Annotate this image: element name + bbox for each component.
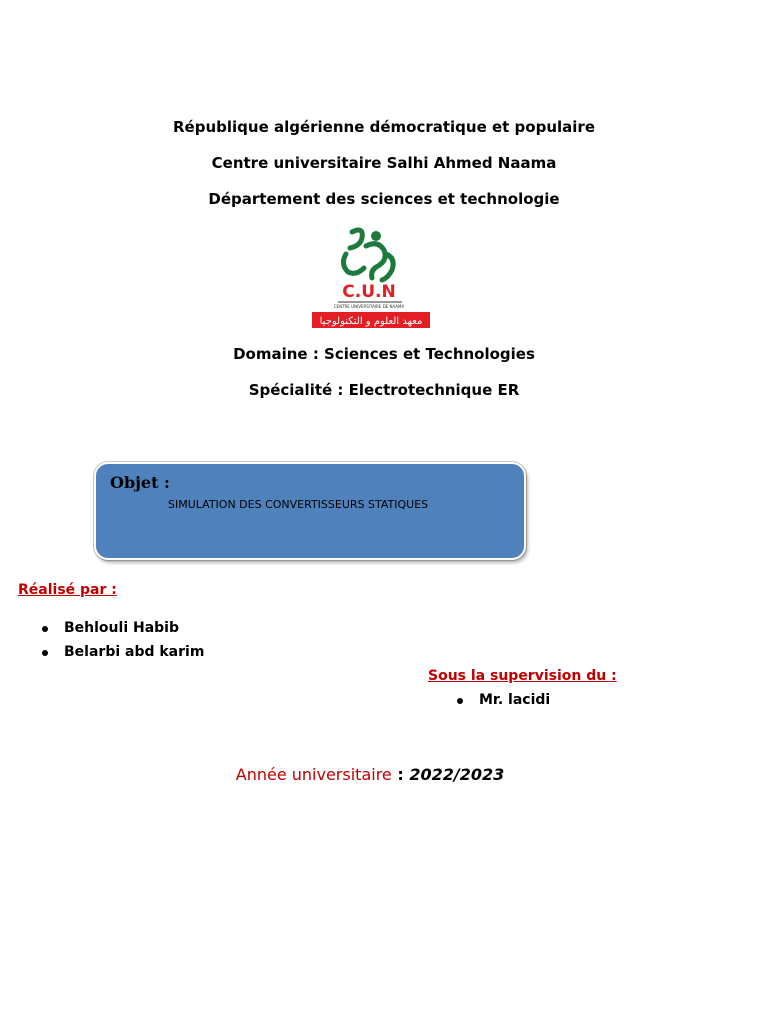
supervisor-name: Mr. lacidi: [479, 692, 551, 708]
bullet-icon: [42, 626, 48, 632]
logo-subtitle: CENTRE UNIVERSITAIRE DE NAAMA: [333, 304, 405, 309]
supervision-heading: Sous la supervision du :: [428, 668, 617, 684]
republic-title: République algérienne démocratique et populaire: [173, 118, 595, 136]
academic-year-label: Année universitaire: [235, 765, 392, 784]
academic-year: [0, 765, 740, 784]
university-logo: [312, 224, 430, 330]
bullet-icon: [42, 650, 48, 656]
logo-banner-text: معهد العلوم و التكنولوجيا: [319, 316, 423, 327]
academic-year-separator: :: [391, 765, 410, 784]
author-name: Behlouli Habib: [64, 620, 179, 636]
objet-box: [94, 462, 526, 560]
calligraphy-mark-icon: [343, 230, 393, 280]
bullet-icon: [457, 698, 463, 704]
author-name: Belarbi abd karim: [64, 644, 205, 660]
university-name: Centre universitaire Salhi Ahmed Naama: [211, 154, 557, 172]
department-name: Département des sciences et technologie: [208, 190, 560, 208]
domaine-line: Domaine : Sciences et Technologies: [233, 345, 535, 363]
logo-acronym: C.U.N: [342, 282, 396, 302]
authors-heading: Réalisé par :: [18, 582, 117, 598]
academic-year-value: 2022/2023: [409, 765, 505, 784]
objet-subject: SIMULATION DES CONVERTISSEURS STATIQUES: [168, 498, 429, 511]
specialite-line: Spécialité : Electrotechnique ER: [248, 381, 520, 399]
objet-label: Objet :: [110, 473, 170, 492]
